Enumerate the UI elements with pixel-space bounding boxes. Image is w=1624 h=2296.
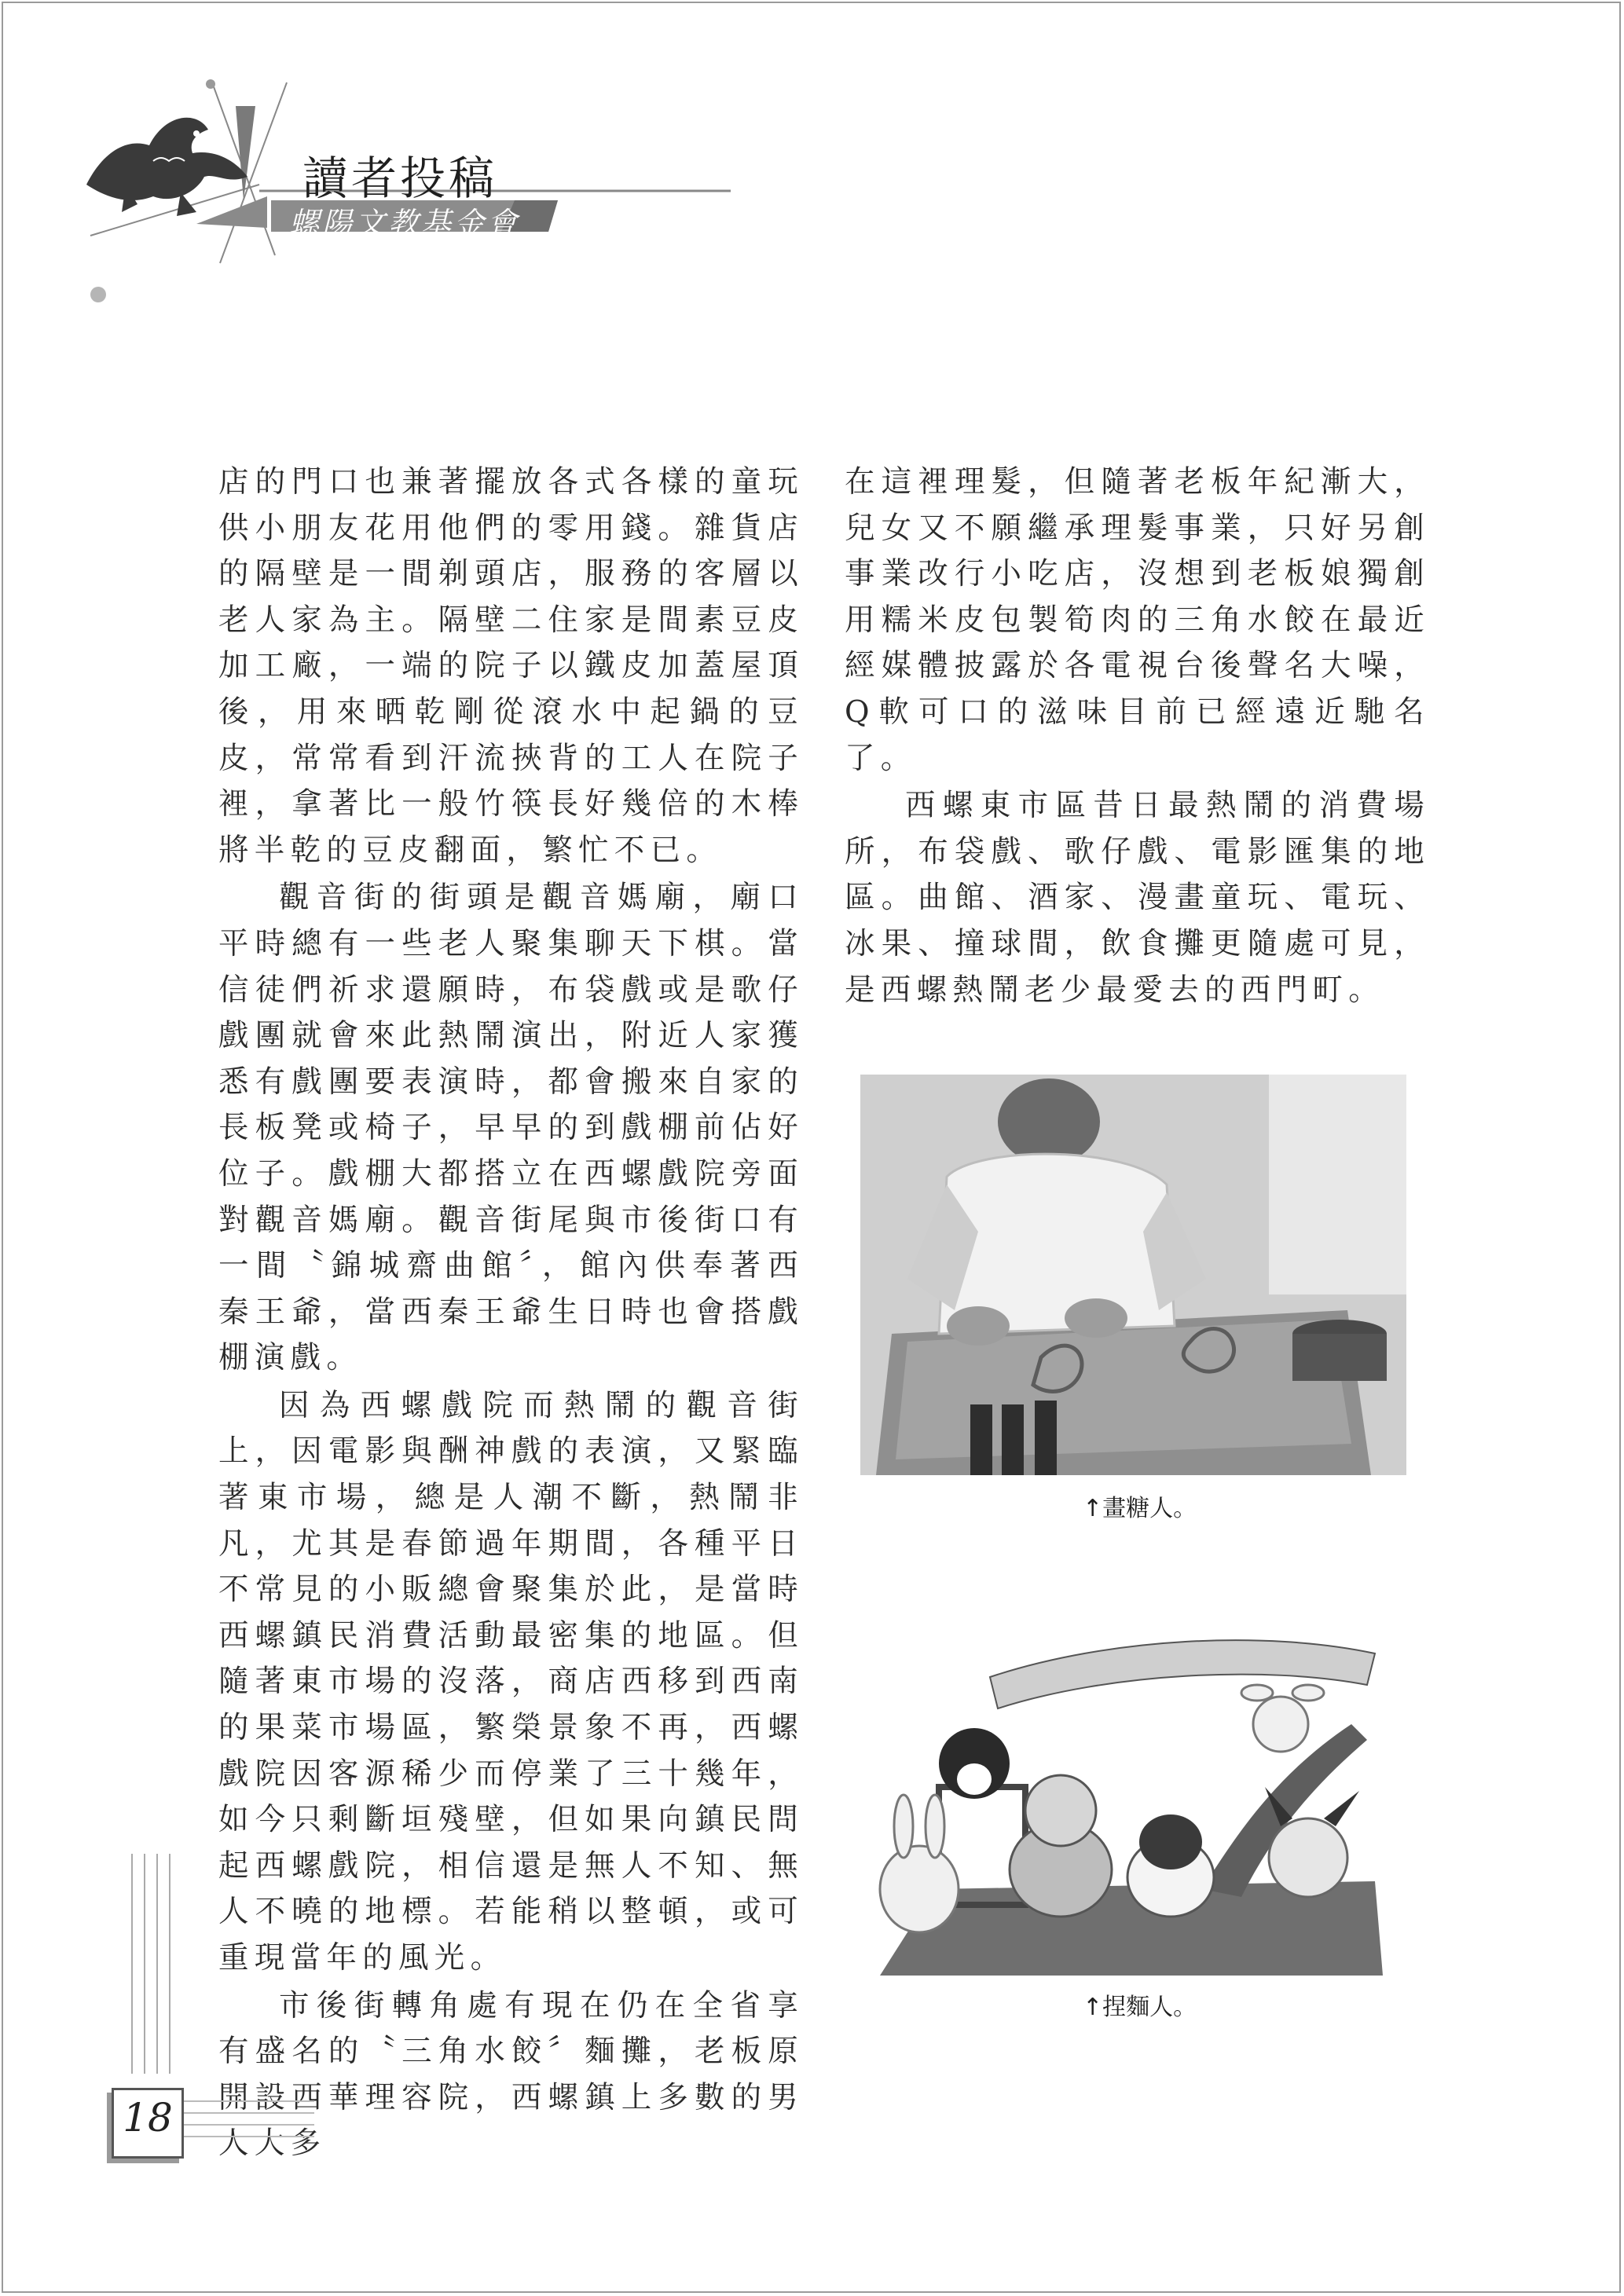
- dough-figurines-illustration: [872, 1630, 1391, 1976]
- paragraph: 在這裡理髮，但隨著老板年紀漸大，兒女又不願繼承理髮事業，只好另創事業改行小吃店，沒想到老板娘獨創用糯米皮包製筍肉的三角水餃在最近經媒體披露於各電視台後聲名大噪，Q軟可口的滋味目前已經遠近馳名了。: [845, 464, 1430, 776]
- photo-caption: ↑捏麵人。: [1083, 1994, 1197, 2021]
- section-title: 讀者投稿: [302, 152, 498, 205]
- paragraph: 西螺東市區昔日最熱鬧的消費場所，布袋戲、歌仔戲、電影匯集的地區。曲館、酒家、漫畫童玩、電玩、冰果、撞球間，飲食攤更隨處可見，是西螺熱鬧老少最愛去的西門町。: [845, 788, 1430, 1008]
- page-number: 18: [123, 2095, 173, 2140]
- sugar-painting-illustration: [860, 1075, 1406, 1475]
- dragon-icon: [86, 118, 247, 216]
- org-name: 螺陽文教基金會: [289, 206, 521, 240]
- photo-dough-figurines: [872, 1630, 1391, 1976]
- paragraph: 店的門口也兼著擺放各式各樣的童玩供小朋友花用他們的零用錢。雜貨店的隔壁是一間剃頭店，服務的客層以老人家為主。隔壁二住家是間素豆皮加工廠，一端的院子以鐵皮加蓋屋頂後，用來晒乾剛從滾水中起鍋的豆皮，常常看到汗流挾背的工人在院子裡，拿著比一般竹筷長好幾倍的木棒將半乾的豆皮翻面，繁忙不已。: [218, 464, 804, 868]
- paragraph: 觀音街的街頭是觀音媽廟，廟口平時總有一些老人聚集聊天下棋。當信徒們祈求還願時，布袋戲或是歌仔戲團就會來此熱鬧演出，附近人家獲悉有戲團要表演時，都會搬來自家的長板凳或椅子，早早的到戲棚前佔好位子。戲棚大都搭立在西螺戲院旁面對觀音媽廟。觀音街尾與市後街口有一間〝錦城齋曲館〞，館內供奉著西秦王爺，當西秦王爺生日時也會搭戲棚演戲。: [218, 880, 804, 1376]
- photo-sugar-painting: [860, 1075, 1406, 1475]
- header: [79, 67, 739, 326]
- photo-caption: ↑畫糖人。: [1083, 1495, 1197, 1522]
- paragraph: 市後街轉角處有現在仍在全省享有盛名的〝三角水餃〞麵攤，老板原開設西華理容院，西螺鎮上多數的男人大多: [218, 1987, 804, 2162]
- article-column-right: [845, 460, 1430, 1015]
- page-number-box: [112, 2088, 184, 2159]
- paragraph: 因為西螺戲院而熱鬧的觀音街上，因電影與酬神戲的表演，又緊臨著東市場，總是人潮不斷，熱鬧非凡，尤其是春節過年期間，各種平日不常見的小販總會聚集於此，是當時西螺鎮民消費活動最密集的地區。但隨著東市場的沒落，商店西移到西南的果菜市場區，繁榮景象不再，西螺戲院因客源稀少而停業了三十幾年，如今只剩斷垣殘壁，但如果向鎮民問起西螺戲院，相信還是無人不知、無人不曉的地標。若能稍以整頓，或可重現當年的風光。: [218, 1387, 804, 1976]
